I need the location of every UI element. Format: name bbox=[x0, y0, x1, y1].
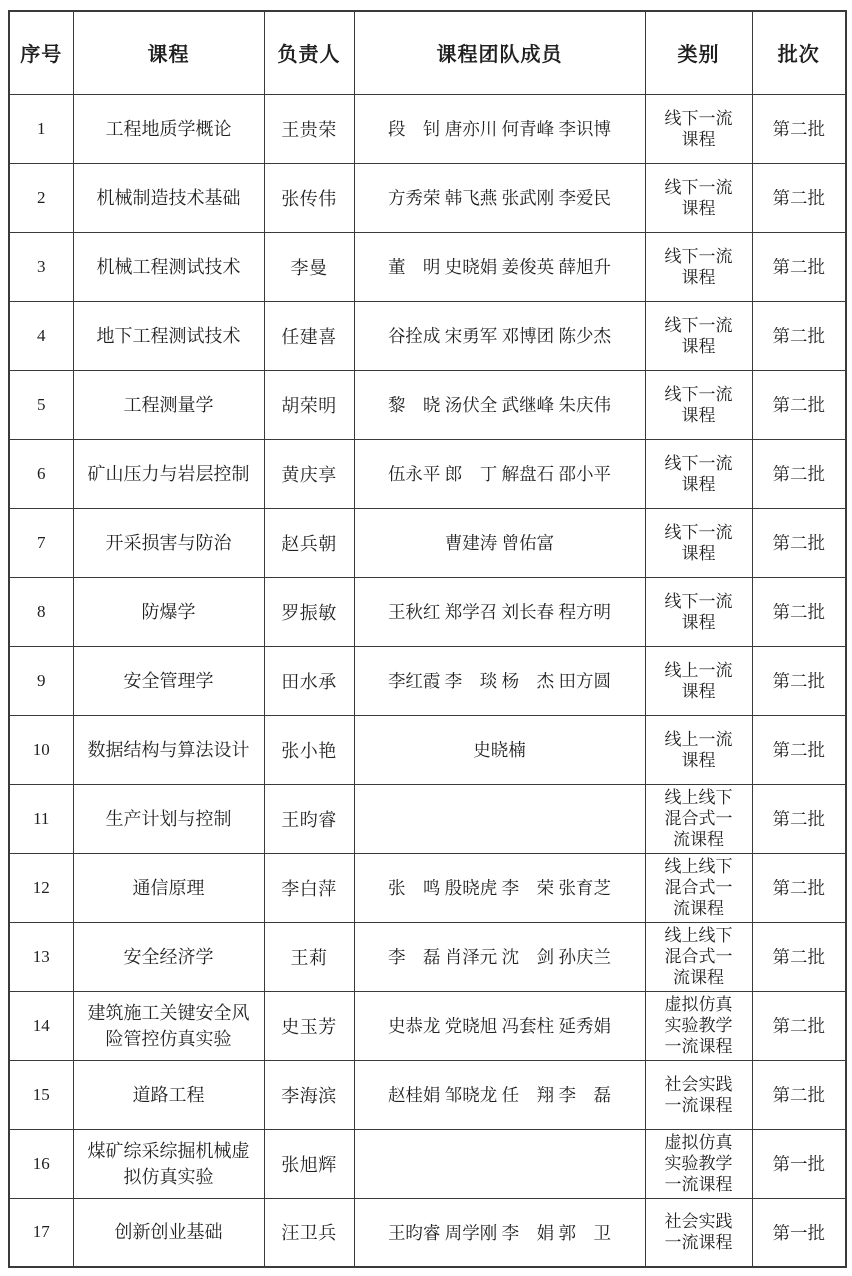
cell-team bbox=[354, 784, 645, 853]
cell-category-text: 社会实践一流课程 bbox=[664, 1074, 733, 1115]
cell-leader: 张旭辉 bbox=[264, 1129, 354, 1198]
cell-category bbox=[645, 646, 752, 715]
cell-category bbox=[645, 922, 752, 991]
cell-index: 5 bbox=[9, 370, 73, 439]
cell-leader: 王莉 bbox=[264, 922, 354, 991]
table-row bbox=[9, 94, 846, 163]
cell-category-text: 线上线下混合式一流课程 bbox=[664, 788, 733, 849]
cell-index: 8 bbox=[9, 577, 73, 646]
cell-category-text: 线下一流课程 bbox=[664, 591, 733, 632]
cell-index: 13 bbox=[9, 922, 73, 991]
column-header-team: 课程团队成员 bbox=[354, 11, 645, 94]
cell-category-text: 线上一流课程 bbox=[664, 660, 733, 701]
table-row bbox=[9, 715, 846, 784]
column-header-category: 类别 bbox=[645, 11, 752, 94]
cell-category bbox=[645, 1198, 752, 1267]
cell-batch: 第二批 bbox=[752, 508, 846, 577]
cell-team: 伍永平 郎 丁 解盘石 邵小平 bbox=[354, 439, 645, 508]
table-row bbox=[9, 163, 846, 232]
cell-category-text: 线上线下混合式一流课程 bbox=[664, 857, 733, 918]
cell-leader: 王昀睿 bbox=[264, 784, 354, 853]
cell-index: 6 bbox=[9, 439, 73, 508]
cell-leader: 史玉芳 bbox=[264, 991, 354, 1060]
cell-category bbox=[645, 301, 752, 370]
cell-category-text: 线上线下混合式一流课程 bbox=[664, 926, 733, 987]
cell-category-text: 线下一流课程 bbox=[664, 453, 733, 494]
column-header-index: 序号 bbox=[9, 11, 73, 94]
cell-course: 工程地质学概论 bbox=[73, 94, 264, 163]
cell-team: 方秀荣 韩飞燕 张武刚 李爱民 bbox=[354, 163, 645, 232]
cell-leader: 李曼 bbox=[264, 232, 354, 301]
cell-leader: 赵兵朝 bbox=[264, 508, 354, 577]
cell-category bbox=[645, 439, 752, 508]
table-row bbox=[9, 922, 846, 991]
table-row bbox=[9, 1198, 846, 1267]
cell-course: 建筑施工关键安全风险管控仿真实验 bbox=[73, 991, 264, 1060]
cell-course: 安全管理学 bbox=[73, 646, 264, 715]
cell-category bbox=[645, 991, 752, 1060]
cell-batch: 第二批 bbox=[752, 94, 846, 163]
cell-leader: 李白萍 bbox=[264, 853, 354, 922]
cell-team: 史恭龙 党晓旭 冯套柱 延秀娟 bbox=[354, 991, 645, 1060]
cell-category-text: 线下一流课程 bbox=[664, 384, 733, 425]
table-row bbox=[9, 991, 846, 1060]
cell-leader: 胡荣明 bbox=[264, 370, 354, 439]
cell-batch: 第二批 bbox=[752, 853, 846, 922]
cell-course: 机械工程测试技术 bbox=[73, 232, 264, 301]
column-header-course: 课程 bbox=[73, 11, 264, 94]
cell-course: 创新创业基础 bbox=[73, 1198, 264, 1267]
cell-index: 9 bbox=[9, 646, 73, 715]
cell-batch: 第二批 bbox=[752, 301, 846, 370]
cell-index: 4 bbox=[9, 301, 73, 370]
cell-index: 11 bbox=[9, 784, 73, 853]
cell-course: 矿山压力与岩层控制 bbox=[73, 439, 264, 508]
cell-team: 王秋红 郑学召 刘长春 程方明 bbox=[354, 577, 645, 646]
cell-batch: 第二批 bbox=[752, 232, 846, 301]
cell-category-text: 社会实践一流课程 bbox=[664, 1212, 733, 1253]
table-row bbox=[9, 301, 846, 370]
cell-team bbox=[354, 1129, 645, 1198]
cell-team: 谷拴成 宋勇军 邓博团 陈少杰 bbox=[354, 301, 645, 370]
table-row bbox=[9, 439, 846, 508]
table-row bbox=[9, 577, 846, 646]
cell-team: 王昀睿 周学刚 李 娟 郭 卫 bbox=[354, 1198, 645, 1267]
cell-index: 2 bbox=[9, 163, 73, 232]
cell-leader: 王贵荣 bbox=[264, 94, 354, 163]
cell-leader: 李海滨 bbox=[264, 1060, 354, 1129]
cell-index: 15 bbox=[9, 1060, 73, 1129]
cell-leader: 田水承 bbox=[264, 646, 354, 715]
course-table bbox=[8, 10, 847, 1268]
cell-leader: 黄庆享 bbox=[264, 439, 354, 508]
cell-course: 数据结构与算法设计 bbox=[73, 715, 264, 784]
cell-index: 10 bbox=[9, 715, 73, 784]
cell-category bbox=[645, 94, 752, 163]
cell-category bbox=[645, 163, 752, 232]
cell-index: 16 bbox=[9, 1129, 73, 1198]
cell-batch: 第二批 bbox=[752, 991, 846, 1060]
cell-leader: 罗振敏 bbox=[264, 577, 354, 646]
table-row bbox=[9, 853, 846, 922]
cell-index: 12 bbox=[9, 853, 73, 922]
column-header-batch: 批次 bbox=[752, 11, 846, 94]
cell-index: 7 bbox=[9, 508, 73, 577]
table-row bbox=[9, 508, 846, 577]
cell-category-text: 线下一流课程 bbox=[664, 177, 733, 218]
cell-batch: 第二批 bbox=[752, 922, 846, 991]
cell-leader: 任建喜 bbox=[264, 301, 354, 370]
cell-course: 地下工程测试技术 bbox=[73, 301, 264, 370]
cell-team: 李 磊 肖泽元 沈 剑 孙庆兰 bbox=[354, 922, 645, 991]
cell-category bbox=[645, 232, 752, 301]
cell-course: 防爆学 bbox=[73, 577, 264, 646]
cell-course: 安全经济学 bbox=[73, 922, 264, 991]
cell-team: 段 钊 唐亦川 何青峰 李识博 bbox=[354, 94, 645, 163]
cell-batch: 第二批 bbox=[752, 370, 846, 439]
cell-course: 道路工程 bbox=[73, 1060, 264, 1129]
cell-index: 14 bbox=[9, 991, 73, 1060]
cell-batch: 第二批 bbox=[752, 1060, 846, 1129]
cell-category bbox=[645, 715, 752, 784]
cell-team: 张 鸣 殷晓虎 李 荣 张育芝 bbox=[354, 853, 645, 922]
cell-category-text: 线下一流课程 bbox=[664, 108, 733, 149]
cell-category-text: 虚拟仿真实验教学一流课程 bbox=[664, 995, 733, 1056]
table-row bbox=[9, 1129, 846, 1198]
cell-category bbox=[645, 577, 752, 646]
cell-batch: 第二批 bbox=[752, 646, 846, 715]
cell-batch: 第一批 bbox=[752, 1129, 846, 1198]
cell-batch: 第二批 bbox=[752, 163, 846, 232]
cell-batch: 第二批 bbox=[752, 715, 846, 784]
cell-category bbox=[645, 508, 752, 577]
table-row bbox=[9, 1060, 846, 1129]
cell-index: 17 bbox=[9, 1198, 73, 1267]
cell-category-text: 线上一流课程 bbox=[664, 729, 733, 770]
cell-course: 通信原理 bbox=[73, 853, 264, 922]
cell-category-text: 线下一流课程 bbox=[664, 246, 733, 287]
cell-team: 史晓楠 bbox=[354, 715, 645, 784]
cell-team: 李红霞 李 琰 杨 杰 田方圆 bbox=[354, 646, 645, 715]
cell-team: 赵桂娟 邹晓龙 任 翔 李 磊 bbox=[354, 1060, 645, 1129]
header-row bbox=[9, 11, 846, 94]
cell-index: 3 bbox=[9, 232, 73, 301]
cell-index: 1 bbox=[9, 94, 73, 163]
table-row bbox=[9, 232, 846, 301]
cell-category bbox=[645, 853, 752, 922]
cell-course: 开采损害与防治 bbox=[73, 508, 264, 577]
cell-course: 煤矿综采综掘机械虚拟仿真实验 bbox=[73, 1129, 264, 1198]
table-row bbox=[9, 646, 846, 715]
cell-leader: 汪卫兵 bbox=[264, 1198, 354, 1267]
cell-category-text: 线下一流课程 bbox=[664, 315, 733, 356]
table-row bbox=[9, 784, 846, 853]
cell-course: 工程测量学 bbox=[73, 370, 264, 439]
cell-batch: 第一批 bbox=[752, 1198, 846, 1267]
cell-category bbox=[645, 784, 752, 853]
table-body bbox=[9, 94, 846, 1267]
cell-batch: 第二批 bbox=[752, 784, 846, 853]
cell-team: 黎 晓 汤伏全 武继峰 朱庆伟 bbox=[354, 370, 645, 439]
cell-course: 机械制造技术基础 bbox=[73, 163, 264, 232]
cell-batch: 第二批 bbox=[752, 439, 846, 508]
cell-team: 曹建涛 曾佑富 bbox=[354, 508, 645, 577]
cell-category bbox=[645, 1060, 752, 1129]
cell-category bbox=[645, 370, 752, 439]
cell-batch: 第二批 bbox=[752, 577, 846, 646]
column-header-leader: 负责人 bbox=[264, 11, 354, 94]
cell-category bbox=[645, 1129, 752, 1198]
cell-leader: 张传伟 bbox=[264, 163, 354, 232]
cell-course: 生产计划与控制 bbox=[73, 784, 264, 853]
cell-team: 董 明 史晓娟 姜俊英 薛旭升 bbox=[354, 232, 645, 301]
table-row bbox=[9, 370, 846, 439]
cell-category-text: 线下一流课程 bbox=[664, 522, 733, 563]
cell-category-text: 虚拟仿真实验教学一流课程 bbox=[664, 1133, 733, 1194]
cell-leader: 张小艳 bbox=[264, 715, 354, 784]
